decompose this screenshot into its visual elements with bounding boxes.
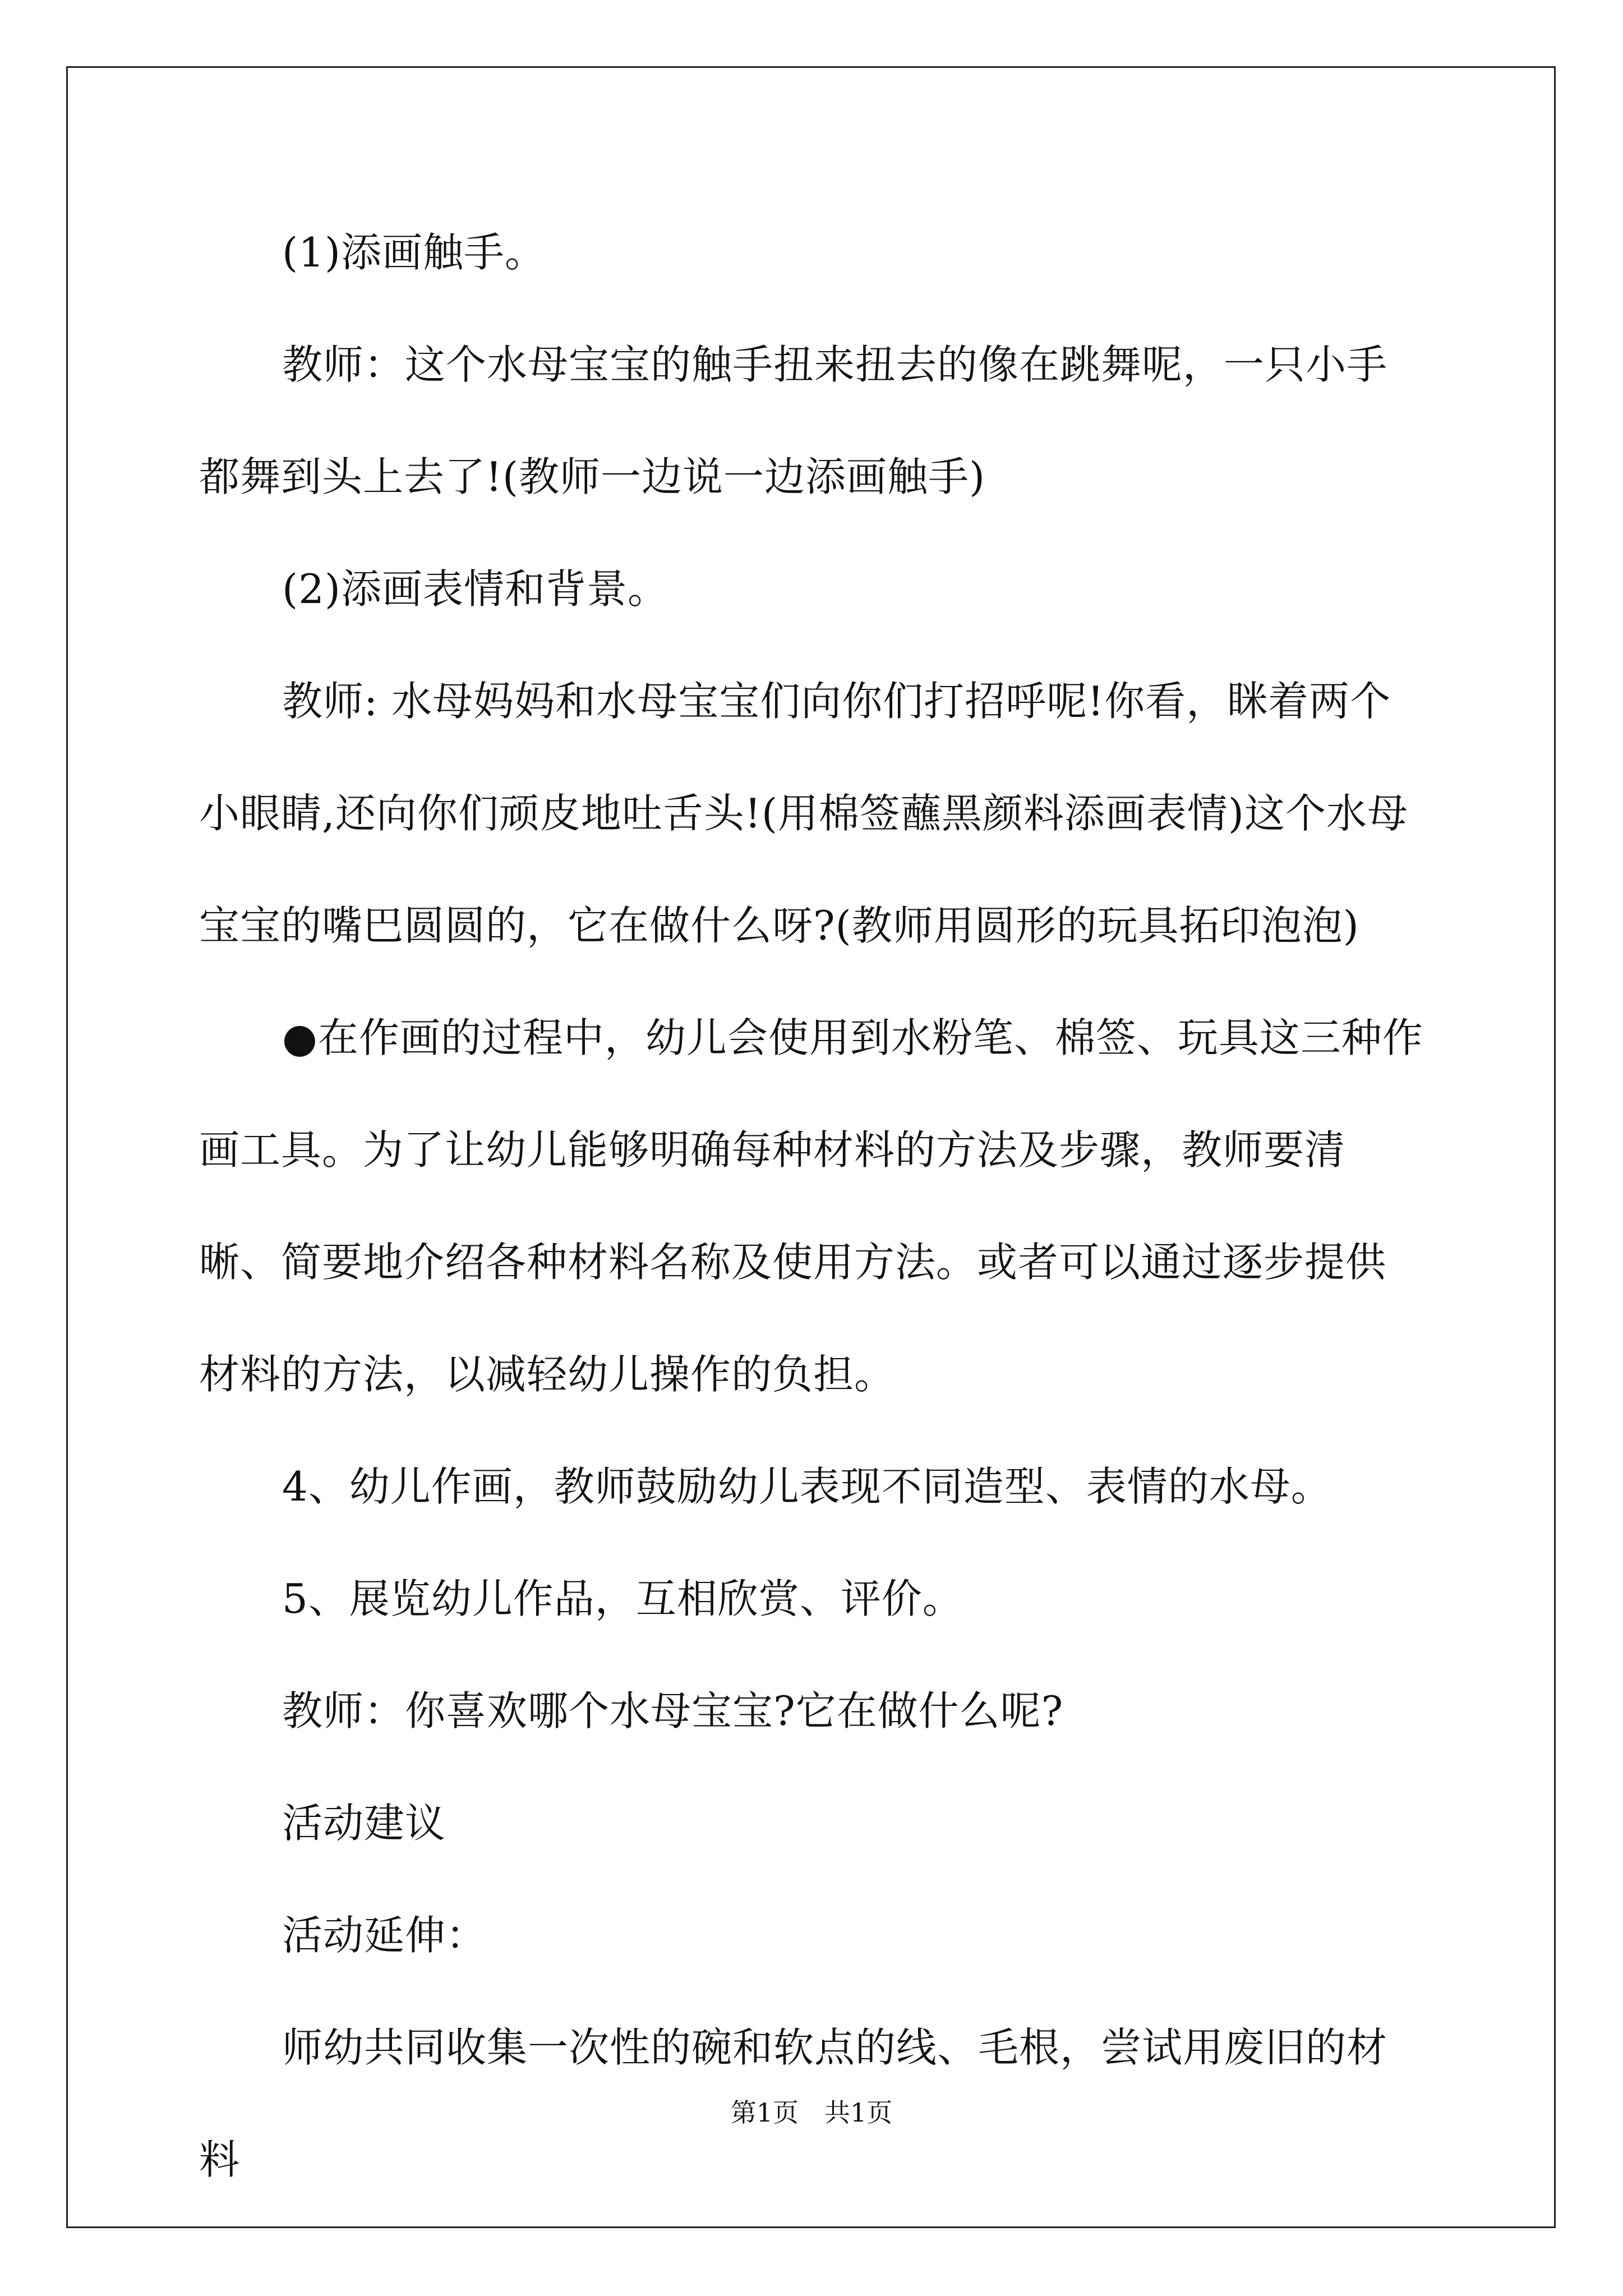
paragraph: (2)添画表情和背景。 [282, 565, 668, 613]
paragraph: 教师：这个水母宝宝的触手扭来扭去的像在跳舞呢，一只小手都舞到头上去了!(教师一边说一边添画触手) [199, 341, 1388, 500]
paragraph: 活动建议 [282, 1800, 446, 1847]
paragraph: 5、展览幼儿作品，互相欣赏、评价。 [282, 1575, 963, 1622]
page-footer: 第1页 共1页 [730, 2097, 893, 2128]
document-body [199, 196, 1424, 2216]
paragraph: (1)添画触手。 [282, 229, 546, 276]
paragraph: ●在作画的过程中，幼儿会使用到水粉笔、棉签、玩具这三种作画工具。为了让幼儿能够明确每种材料的方法及步骤，教师要清晰、简要地介绍各种材料名称及使用方法。或者可以通过逐步提供材料的方法，以减轻幼儿操作的负担。 [199, 1014, 1423, 1398]
paragraph: 4、幼儿作画，教师鼓励幼儿表现不同造型、表情的水母。 [282, 1463, 1332, 1510]
paragraph: 教师: 水母妈妈和水母宝宝们向你们打招呼呢!你看，眯着两个小眼睛,还向你们顽皮地吐舌头!(用棉签蘸黑颜料添画表情)这个水母宝宝的嘴巴圆圆的，它在做什么呀?(教师用圆形的玩具拓印泡泡) [199, 678, 1409, 949]
paragraph: 教师：你喜欢哪个水母宝宝?它在做什么呢? [282, 1687, 1064, 1734]
paragraph: 活动延伸： [282, 1912, 487, 1959]
paragraph: 师幼共同收集一次性的碗和软点的线、毛根，尝试用废旧的材料 [199, 2024, 1388, 2183]
